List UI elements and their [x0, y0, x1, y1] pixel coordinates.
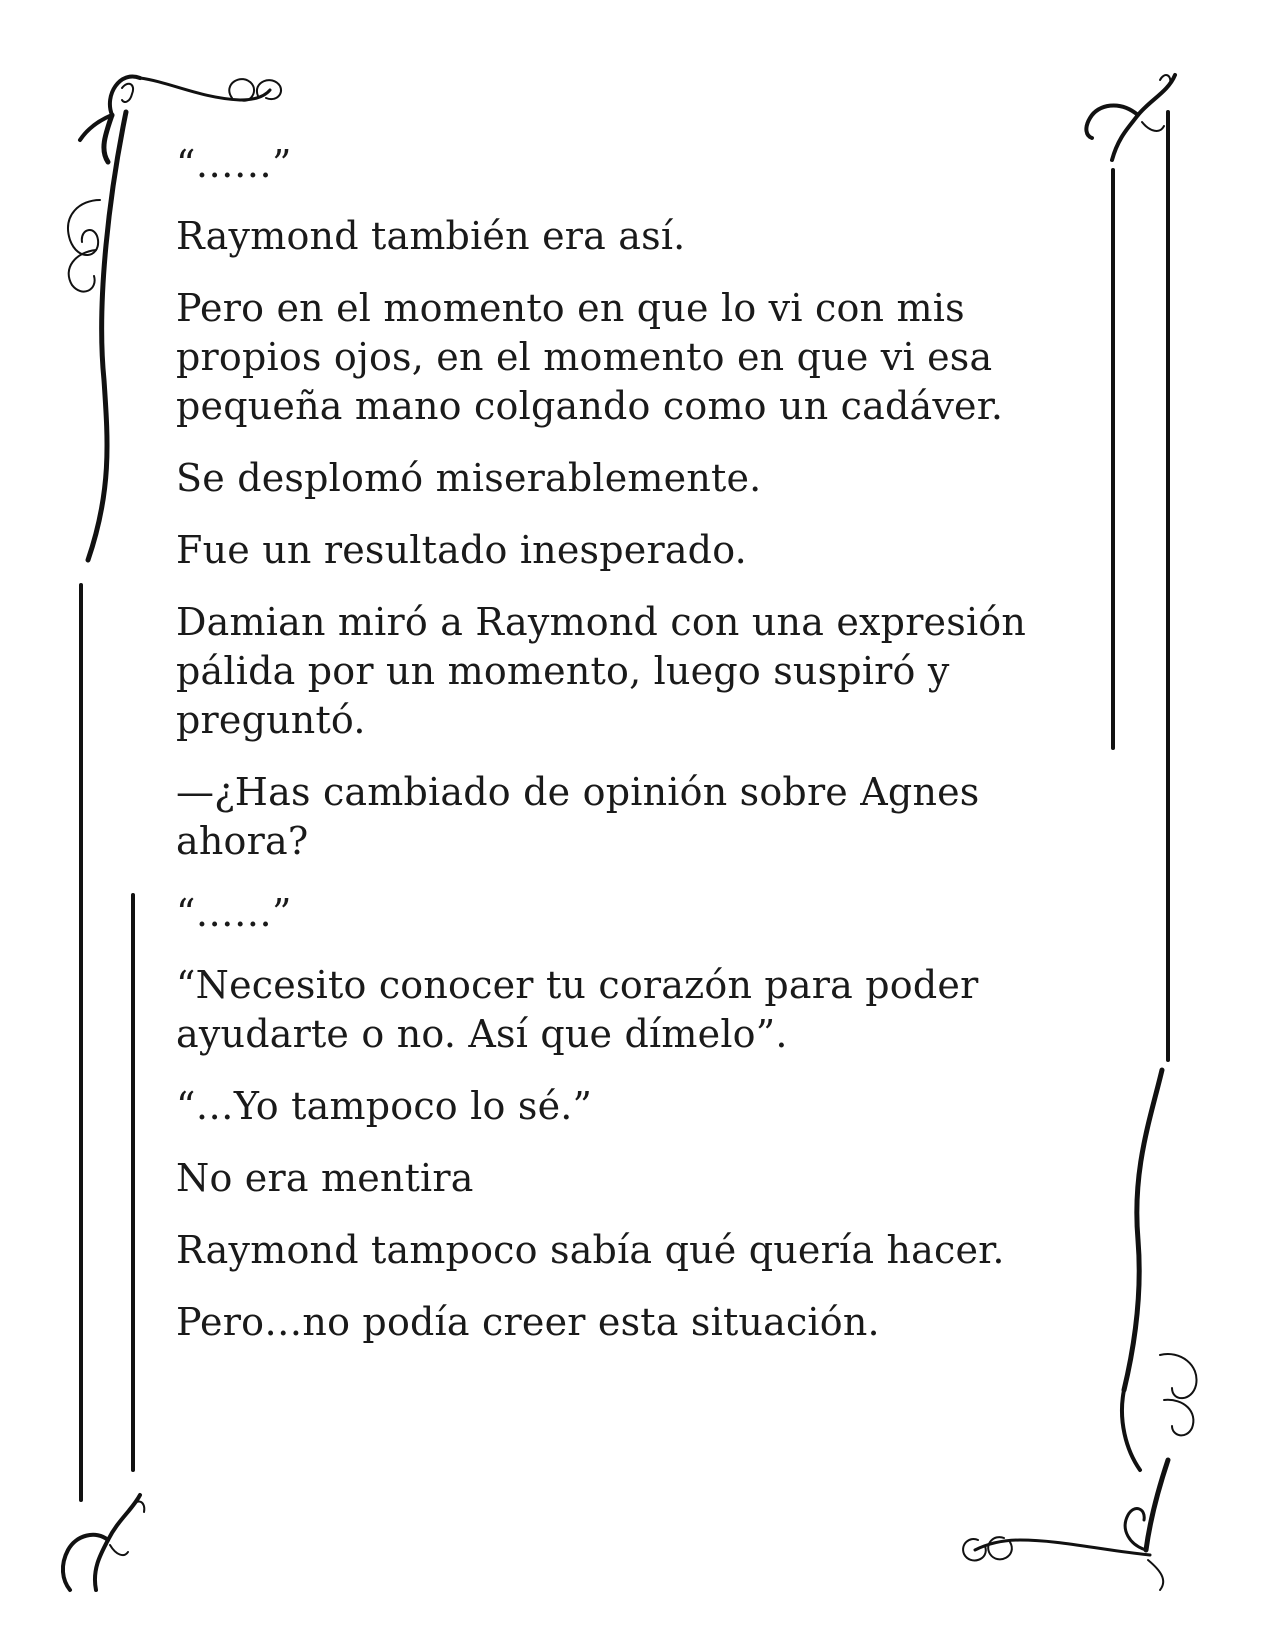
paragraph: Pero…no podía creer esta situación. — [176, 1300, 880, 1344]
paragraph: Raymond también era así. — [176, 214, 686, 258]
paragraph: Fue un resultado inesperado. — [176, 528, 747, 572]
paragraph: Raymond tampoco sabía qué quería hacer. — [176, 1228, 1005, 1272]
corner-flourish-top-right — [1086, 75, 1175, 160]
paragraph: “Necesito conocer tu corazón para poder ayudarte o no. Así que dímelo”. — [176, 963, 979, 1056]
paragraph: Se desplomó miserablemente. — [176, 456, 762, 500]
document-body — [176, 140, 1056, 1370]
paragraph: Damian miró a Raymond con una expresión pálida por un momento, luego suspiró y preguntó. — [176, 600, 1027, 742]
paragraph: Pero en el momento en que lo vi con mis propios ojos, en el momento en que vi esa pequeña mano colgando como un cadáver. — [176, 286, 1004, 428]
paragraph: —¿Has cambiado de opinión sobre Agnes ahora? — [176, 770, 980, 863]
paragraph: No era mentira — [176, 1156, 474, 1200]
paragraph: “…Yo tampoco lo sé.” — [176, 1084, 593, 1128]
corner-flourish-bottom-left — [63, 1495, 144, 1590]
paragraph: “……” — [176, 891, 292, 935]
paragraph: “……” — [176, 142, 292, 186]
